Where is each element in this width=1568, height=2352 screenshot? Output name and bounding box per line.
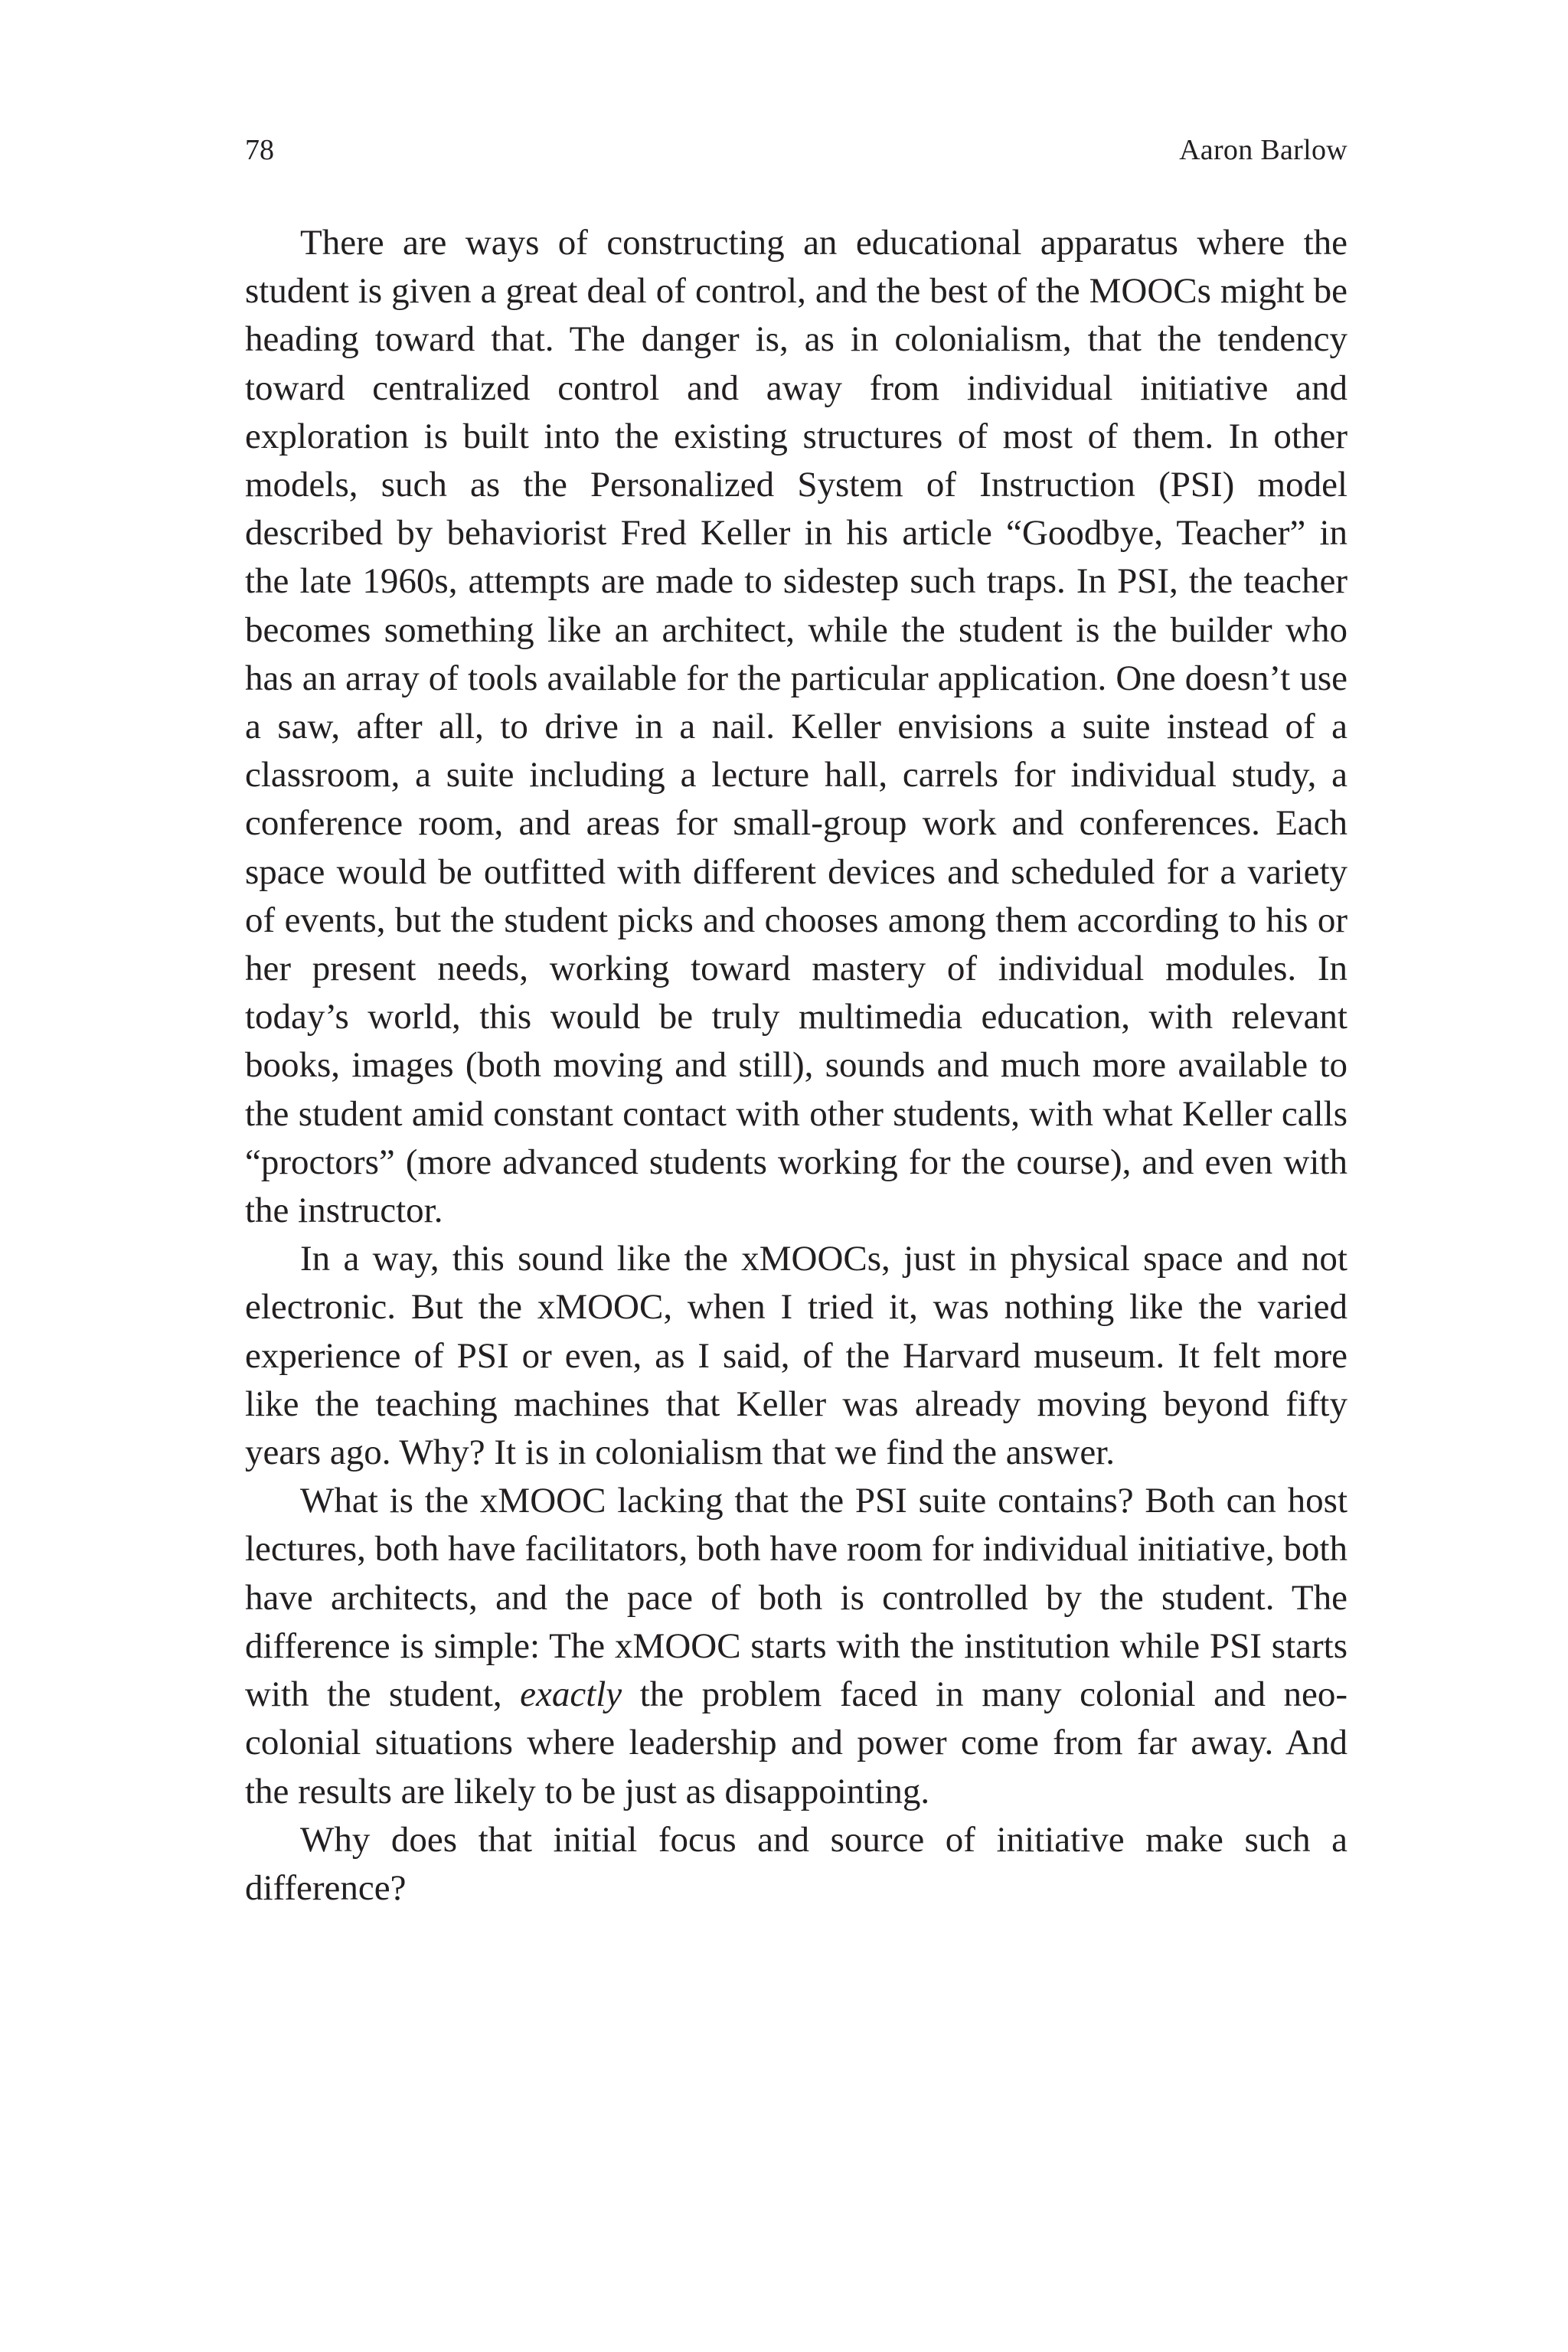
- paragraph-3-text-before: What is the xMOOC lacking that the PSI suite contains? Both can host lectures, both have facilitators, both have room for individual initiative, both have architects, and the pace of both is controlled by the student. The difference is simple: The xMOOC starts with the institution while PSI starts with the student,: [245, 1481, 1348, 1715]
- paragraph-2: In a way, this sound like the xMOOCs, just in physical space and not electronic. But the xMOOC, when I tried it, was nothing like the varied experience of PSI or even, as I said, of the Harvard museum. It felt more like the teaching machines that Keller was already moving beyond fifty years ago. Why? It is in colonialism that we find the answer.: [245, 1239, 1348, 1473]
- paragraph-3: [245, 1477, 1348, 1815]
- body-text: [245, 219, 1348, 1913]
- running-head: [245, 127, 1348, 173]
- page-number: 78: [245, 134, 274, 166]
- paragraph-3-emphasis: exactly: [520, 1674, 622, 1715]
- running-head-author: Aaron Barlow: [1179, 134, 1348, 166]
- paragraph-1: There are ways of constructing an educational apparatus where the student is given a great deal of control, and the best of the MOOCs might be heading toward that. The danger is, as in colonialism, that the tendency toward centralized control and away from individual initiative and exploration is built into the existing structures of most of them. In other models, such as the Personalized System of Instruction (PSI) model described by behaviorist Fred Keller in his article “Goodbye, Teacher” in the late 1960s, attempts are made to sidestep such traps. In PSI, the teacher becomes something like an architect, while the student is the builder who has an array of tools available for the particular application. One doesn’t use a saw, after all, to drive in a nail. Keller envisions a suite instead of a classroom, a suite including a lecture hall, carrels for individual study, a conference room, and areas for small-group work and conferences. Each space would be outfitted with different devices and scheduled for a variety of events, but the student picks and chooses among them according to his or her present needs, working toward mastery of individual modules. In today’s world, this would be truly multimedia education, with relevant books, images (both moving and still), sounds and much more available to the student amid constant contact with other students, with what Keller calls “proctors” (more advanced students working for the course), and even with the instructor.: [245, 223, 1348, 1231]
- paragraph-3-text-after: the problem faced in many colonial and neo-colonial situations where leadership and power come from far away. And the results are likely to be just as disappointing.: [245, 1674, 1348, 1811]
- paragraph-4: Why does that initial focus and source of initiative make such a difference?: [245, 1819, 1348, 1908]
